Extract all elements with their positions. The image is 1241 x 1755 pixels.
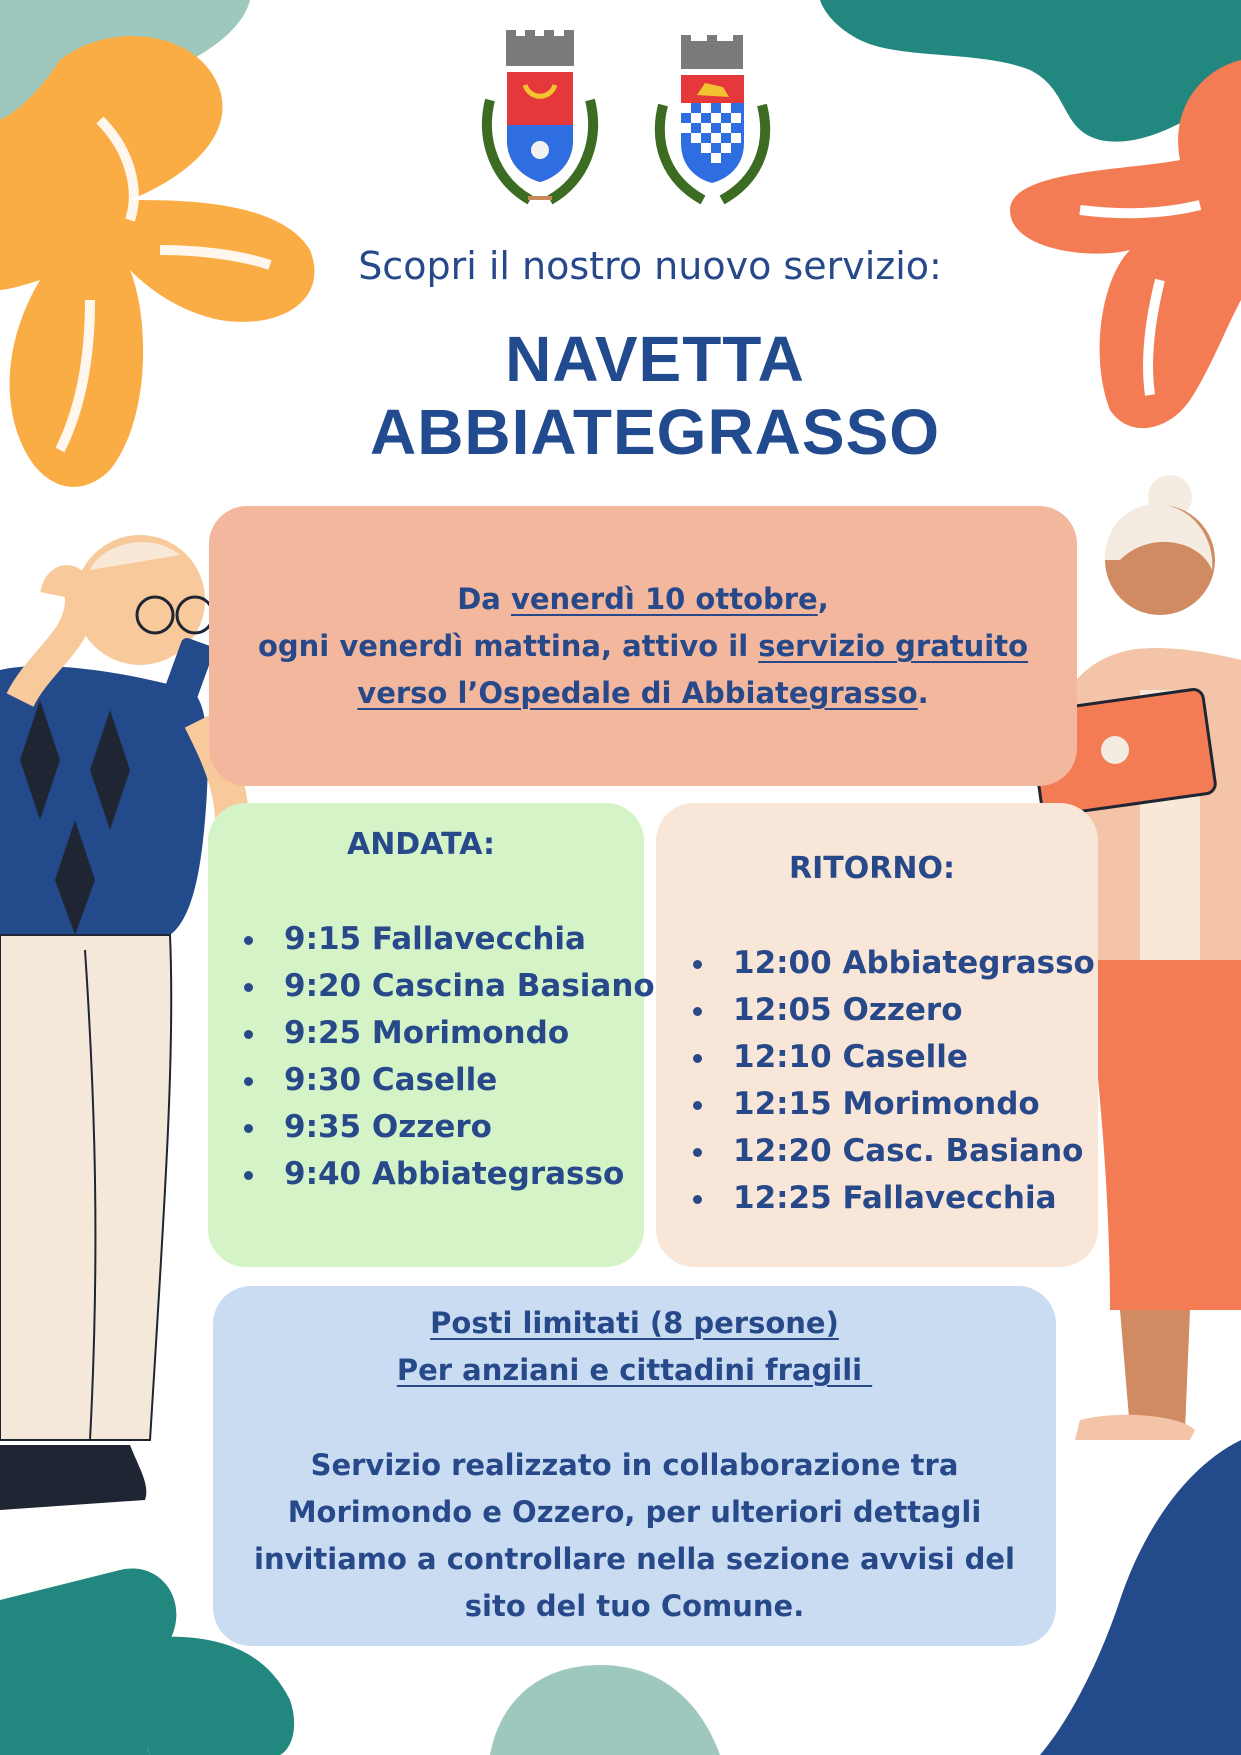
ritorno-heading: RITORNO: bbox=[789, 851, 955, 886]
intro-comma: , bbox=[817, 582, 829, 616]
intro-line-1 bbox=[209, 576, 1077, 623]
crest-ozzero bbox=[645, 35, 780, 215]
andata-stop: 9:20 Cascina Basiano bbox=[244, 963, 655, 1010]
hospital-destination: verso l’Ospedale di Abbiategrasso bbox=[357, 676, 918, 710]
info-line-1: Servizio realizzato in collaborazione tra bbox=[310, 1448, 959, 1482]
info-highlights bbox=[213, 1300, 1056, 1394]
intro-line-2-prefix: ogni venerdì mattina, attivo il bbox=[257, 629, 759, 663]
target-audience: Per anziani e cittadini fragili bbox=[396, 1353, 873, 1387]
andata-stop: 9:40 Abbiategrasso bbox=[244, 1151, 655, 1198]
andata-stop: 9:25 Morimondo bbox=[244, 1010, 655, 1057]
intro-text bbox=[209, 576, 1077, 717]
limited-seats: Posti limitati (8 persone) bbox=[430, 1306, 839, 1340]
title-line-2: ABBIATEGRASSO bbox=[369, 396, 941, 468]
elderly-man-illustration bbox=[0, 535, 233, 1510]
andata-stop: 9:15 Fallavecchia bbox=[244, 916, 655, 963]
andata-stop: 9:30 Caselle bbox=[244, 1057, 655, 1104]
info-line-4: sito del tuo Comune. bbox=[464, 1589, 805, 1623]
ritorno-stop: 12:10 Caselle bbox=[693, 1034, 1095, 1081]
andata-heading: ANDATA: bbox=[346, 827, 496, 862]
ritorno-stop: 12:00 Abbiategrasso bbox=[693, 940, 1095, 987]
info-description bbox=[213, 1442, 1056, 1630]
title-line-1: NAVETTA bbox=[505, 323, 805, 395]
ritorno-stop: 12:15 Morimondo bbox=[693, 1081, 1095, 1128]
navy-wave-bottom-right bbox=[1040, 1440, 1241, 1755]
intro-prefix: Da bbox=[457, 582, 511, 616]
info-line-2: Morimondo e Ozzero, per ulteriori dettagli bbox=[287, 1495, 982, 1529]
subtitle: Scopri il nostro nuovo servizio: bbox=[358, 244, 942, 288]
ritorno-stops-list bbox=[693, 940, 1095, 1222]
ritorno-stop: 12:05 Ozzero bbox=[693, 987, 1095, 1034]
sage-blob-bottom bbox=[490, 1665, 720, 1755]
andata-stop: 9:35 Ozzero bbox=[244, 1104, 655, 1151]
ritorno-stop: 12:20 Casc. Basiano bbox=[693, 1128, 1095, 1175]
intro-line-3 bbox=[209, 670, 1077, 717]
crest-morimondo bbox=[470, 30, 610, 215]
start-date: venerdì 10 ottobre bbox=[510, 582, 818, 616]
teal-leaf-top-right bbox=[820, 0, 1241, 142]
free-service: servizio gratuito bbox=[758, 629, 1029, 663]
ritorno-stop: 12:25 Fallavecchia bbox=[693, 1175, 1095, 1222]
intro-line-2 bbox=[209, 623, 1077, 670]
andata-stops-list bbox=[244, 916, 655, 1198]
info-line-3: invitiamo a controllare nella sezione avvisi del bbox=[254, 1542, 1015, 1576]
intro-period: . bbox=[917, 676, 929, 710]
